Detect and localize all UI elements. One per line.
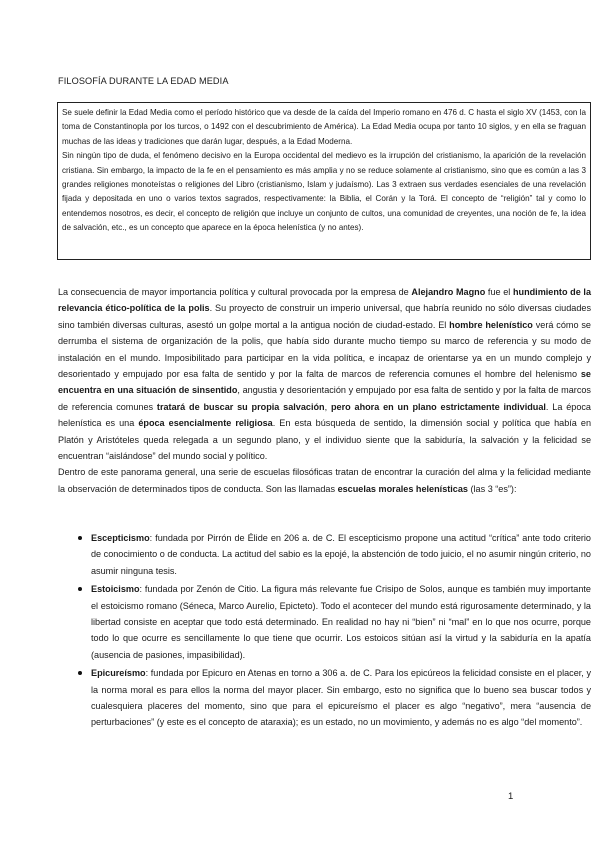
schools-list bbox=[58, 530, 591, 733]
bold-sinsentido: se encuentra en una situación de sinsentido bbox=[58, 369, 591, 396]
bold-escuelas-morales: escuelas morales helenísticas bbox=[337, 483, 468, 494]
bullet-icon bbox=[78, 671, 82, 675]
intro-box bbox=[57, 102, 591, 260]
bold-alejandro-magno: Alejandro Magno bbox=[411, 287, 486, 297]
list-item-estoicismo bbox=[58, 581, 591, 663]
text-run: La consecuencia de mayor importancia política y cultural provocada por la empresa de bbox=[58, 287, 412, 297]
bold-hundimiento: hundimiento de la relevancia ético-política de la polis bbox=[58, 287, 591, 314]
document-title: FILOSOFÍA DURANTE LA EDAD MEDIA bbox=[58, 76, 229, 86]
intro-paragraph-2: Sin ningún tipo de duda, el fenómeno decisivo en la Europa occidental del medievo es la irrupción del cristianismo, la aparición de la revelación cristiana. Sin embargo, la impacto de la fe en el pensamiento es más amplia y no se reduce solamente al cristianismo, sino que es común a las 3 grandes religiones monoteístas o religiones del Libro (cristianismo, Islam y judaísmo). Las 3 extraen sus verdades esenciales de una revelación fijada y depositada en uno o varios textos sagrados, respectivamente: la Biblia, el Corán y la Torá. El concepto de “religión” tal y como lo entendemos nosotros, es decir, el concepto de religión que incluye un conjunto de cultos, una comunidad de creyentes, una noción de fe, la idea de salvación, etc., es un concepto que aparece en la época helenística (y no antes). bbox=[62, 151, 586, 233]
bold-epoca-religiosa: época esencialmente religiosa bbox=[138, 418, 273, 429]
bold-salvacion: tratará de buscar su propia salvación bbox=[156, 401, 325, 412]
text-run: , angustia y desorientación y empujado por esa falta de sentido y por la falta de marcos de referencia comunes bbox=[58, 385, 591, 412]
list-item-escepticismo bbox=[58, 530, 591, 579]
bullet-icon bbox=[78, 536, 82, 540]
text-run: . En esta búsqueda de sentido, la dimensión social y política que había en Platón y Aristóteles queda relegada a un segundo plano, y el individuo siente que la sabiduría, la salvación y la felicidad se encuentran “aislándose” del mundo social y político. bbox=[58, 418, 591, 462]
school-name: Estoicismo bbox=[91, 584, 140, 595]
main-paragraph-2 bbox=[58, 464, 591, 497]
school-name: Epicureísmo bbox=[91, 668, 146, 679]
text-run: , bbox=[324, 401, 331, 412]
text-run: verá cómo se derrumba el sistema de organización de la polis, que había sido durante mucho tiempo su marco de referencia y su modo de instalación en el mundo. Imposibilitado para participar en la vida política, e incapaz de orientarse ya en un mundo complejo y desorientado y empujado por esa falta de sentido y por la falta de marcos de referencia comunes el hombre del helenismo bbox=[58, 319, 591, 380]
bold-hombre-helenistico: hombre helenístico bbox=[449, 319, 533, 330]
text-run: . La época helenística es una bbox=[58, 401, 591, 429]
text-run: fue el bbox=[485, 287, 513, 297]
intro-paragraph-1: Se suele definir la Edad Media como el período histórico que va desde de la caída del Imperio romano en 476 d. C hasta el siglo XV (1453, con la toma de Constantinopla por los turcos, o 1492 con el descubrimiento de América). La Edad Media ocupa por tanto 10 siglos, y en ella se fraguan muchas de las ideas y tradiciones que darán lugar, después, a la Edad Moderna. bbox=[62, 108, 586, 146]
text-run: (las 3 “es”): bbox=[467, 483, 517, 494]
bullet-icon bbox=[78, 587, 82, 591]
bold-plano-individual: pero ahora en un plano estrictamente individual bbox=[330, 401, 546, 412]
school-name: Escepticismo bbox=[91, 533, 150, 543]
text-run: . Su proyecto de construir un imperio universal, que habría reunido no sólo diversas ciudades sino también diversas culturas, asestó un golpe mortal a la antigua noción de ciudad-estado. El bbox=[58, 303, 592, 330]
main-paragraph-1 bbox=[58, 284, 591, 464]
school-description: : fundada por Zenón de Citio. La figura más relevante fue Crisipo de Solos, aunque es también muy importante el estoicismo romano (Séneca, Marco Aurelio, Epicteto). Todo el acontecer del mundo está rigurosamente determinado, y la libertad consiste en aceptar que todo está determinado. En realidad no hay ni “bien” ni “mal” en lo que nos ocurre, porque todo lo que ocurre es sencillamente lo que tiene que ocurrir. Los estoicos sitúan así la virtud y la sabiduría en la apatía (ausencia de pasiones, impasibilidad). bbox=[91, 584, 591, 660]
page-number: 1 bbox=[508, 791, 514, 802]
school-description: : fundada por Epicuro en Atenas en torno a 306 a. de C. Para los epicúreos la felicidad consiste en el placer, y la norma moral es para ellos la norma del mayor placer. Sin embargo, esto no significa que lo bueno sea buscar todos y cualesquiera placeres del momento, sino que para el epicureísmo el placer es algo “negativo”, mera “ausencia de perturbaciones” (y este es el concepto de ataraxia); es un estado, no un movimiento, y además no es algo “del momento”. bbox=[91, 668, 591, 728]
main-text bbox=[58, 284, 591, 497]
list-item-epicureismo bbox=[58, 665, 591, 731]
text-run: Dentro de este panorama general, una serie de escuelas filosóficas tratan de encontrar la curación del alma y la felicidad mediante la observación de determinados tipos de conducta. Son las llamadas bbox=[58, 467, 591, 494]
school-description: : fundada por Pirrón de Élide en 206 a. de C. El escepticismo propone una actitud “crítica” ante todo criterio de conocimiento o de conducta. La actitud del sabio es la epojé, la abstención de todo juicio, el no asumir ningún criterio, no asumir ninguna tesis. bbox=[91, 533, 591, 576]
